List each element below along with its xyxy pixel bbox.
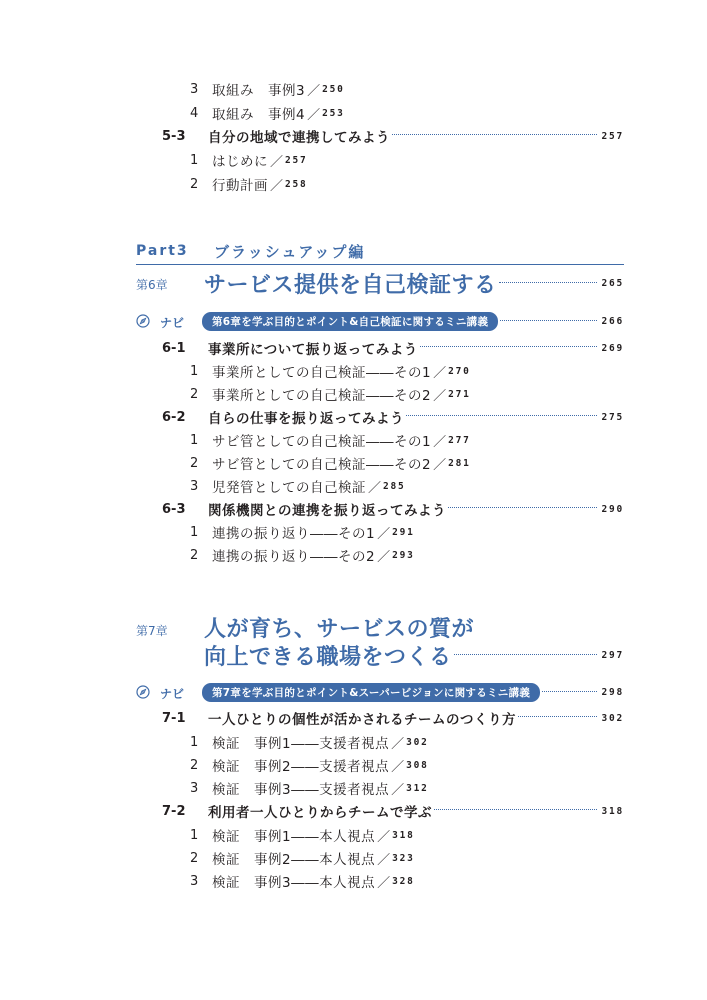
entry-title: 児発管としての自己検証: [212, 480, 366, 496]
slash: ／: [307, 83, 321, 99]
entry-title: 検証 事例3――本人視点: [212, 875, 376, 891]
section-page: 257: [601, 130, 624, 142]
entry-page: 258: [285, 178, 308, 190]
leader-dots: [420, 346, 598, 347]
section-number: 7-1: [162, 710, 186, 726]
chapter-title: 人が育ち、サービスの質が: [204, 617, 475, 642]
entry-page: 253: [322, 107, 345, 119]
leader-dots: [392, 134, 597, 135]
section-title: 関係機関との連携を振り返ってみよう: [208, 503, 446, 519]
entry-title: 行動計画: [212, 178, 268, 194]
section-title: 利用者一人ひとりからチームで学ぶ: [208, 805, 432, 821]
entry-page: 312: [406, 782, 429, 794]
entry-title: 検証 事例2――本人視点: [212, 852, 376, 868]
toc-entry[interactable]: [190, 361, 471, 381]
toc-section[interactable]: [162, 126, 624, 146]
toc-section[interactable]: [162, 708, 624, 728]
navi-pill: 第6章を学ぶ目的とポイント&自己検証に関するミニ講義: [202, 312, 498, 331]
section-page: 290: [601, 503, 624, 515]
section-number: 5-3: [162, 128, 186, 144]
slash: ／: [391, 782, 405, 798]
toc-entry[interactable]: [190, 732, 429, 752]
toc-section[interactable]: [162, 801, 624, 821]
slash: ／: [377, 549, 391, 565]
entry-page: 308: [406, 759, 429, 771]
leader-dots: [454, 654, 598, 655]
entry-page: 250: [322, 83, 345, 95]
toc-entry[interactable]: [190, 871, 415, 891]
entry-title: 検証 事例1――支援者視点: [212, 736, 390, 752]
toc-section[interactable]: [162, 338, 624, 358]
toc-entry[interactable]: [190, 755, 429, 775]
entry-number: 3: [190, 81, 199, 97]
navi-entry[interactable]: [202, 683, 624, 702]
slash: ／: [391, 736, 405, 752]
entry-number: 1: [190, 152, 199, 168]
chapter-heading[interactable]: [204, 268, 624, 299]
entry-title: 連携の振り返り――その2: [212, 549, 376, 565]
toc-entry[interactable]: [190, 778, 429, 798]
entry-title: サビ管としての自己検証――その1: [212, 434, 432, 450]
slash: ／: [391, 759, 405, 775]
entry-number: 1: [190, 734, 199, 750]
leader-dots: [518, 716, 597, 717]
toc-entry[interactable]: [190, 103, 345, 123]
toc-section[interactable]: [162, 407, 624, 427]
chapter-label: 第7章: [136, 624, 168, 638]
leader-dots: [434, 809, 597, 810]
part-header: [136, 238, 624, 265]
slash: ／: [377, 852, 391, 868]
toc-entry[interactable]: [190, 522, 415, 542]
section-title: 自らの仕事を振り返ってみよう: [208, 411, 404, 427]
slash: ／: [377, 526, 391, 542]
entry-title: 取組み 事例4: [212, 107, 306, 123]
toc-entry[interactable]: [190, 453, 471, 473]
part-title: ブラッシュアップ編: [214, 242, 366, 261]
section-title: 事業所について振り返ってみよう: [208, 342, 418, 358]
entry-title: 事業所としての自己検証――その1: [212, 365, 432, 381]
entry-page: 271: [448, 388, 471, 400]
section-page: 302: [601, 712, 624, 724]
entry-title: 取組み 事例3: [212, 83, 306, 99]
leader-dots: [499, 282, 598, 283]
entry-page: 323: [392, 852, 415, 864]
chapter-title-line-1: [204, 612, 474, 643]
toc-entry[interactable]: [190, 476, 406, 496]
section-number: 7-2: [162, 803, 186, 819]
entry-page: 293: [392, 549, 415, 561]
toc-entry[interactable]: [190, 430, 471, 450]
entry-title: 連携の振り返り――その1: [212, 526, 376, 542]
compass-icon: [136, 314, 150, 328]
toc-entry[interactable]: [190, 174, 308, 194]
toc-entry[interactable]: [190, 848, 415, 868]
slash: ／: [368, 480, 382, 496]
section-number: 6-3: [162, 501, 186, 517]
slash: ／: [270, 154, 284, 170]
leader-dots: [448, 507, 597, 508]
slash: ／: [433, 365, 447, 381]
entry-title: 検証 事例3――支援者視点: [212, 782, 390, 798]
entry-title: 事業所としての自己検証――その2: [212, 388, 432, 404]
toc-entry[interactable]: [190, 384, 471, 404]
chapter-page: 265: [601, 278, 624, 289]
slash: ／: [307, 107, 321, 123]
entry-page: 270: [448, 365, 471, 377]
entry-number: 2: [190, 850, 199, 866]
entry-number: 2: [190, 547, 199, 563]
toc-entry[interactable]: [190, 825, 415, 845]
entry-number: 4: [190, 105, 199, 121]
entry-number: 1: [190, 524, 199, 540]
leader-dots: [500, 320, 597, 321]
chapter-title: 向上できる職場をつくる: [204, 645, 452, 670]
slash: ／: [270, 178, 284, 194]
section-number: 6-2: [162, 409, 186, 425]
slash: ／: [433, 457, 447, 473]
toc-entry[interactable]: [190, 545, 415, 565]
section-page: 318: [601, 805, 624, 817]
entry-title: はじめに: [212, 154, 268, 170]
entry-title: サビ管としての自己検証――その2: [212, 457, 432, 473]
navi-entry[interactable]: [202, 312, 624, 331]
entry-page: 281: [448, 457, 471, 469]
entry-number: 2: [190, 455, 199, 471]
entry-number: 3: [190, 478, 199, 494]
entry-page: 291: [392, 526, 415, 538]
slash: ／: [377, 829, 391, 845]
chapter-title: サービス提供を自己検証する: [204, 273, 497, 298]
entry-number: 3: [190, 780, 199, 796]
entry-title: 検証 事例1――本人視点: [212, 829, 376, 845]
navi-pill: 第7章を学ぶ目的とポイント&スーパービジョンに関するミニ講義: [202, 683, 540, 702]
entry-number: 1: [190, 363, 199, 379]
entry-number: 2: [190, 757, 199, 773]
slash: ／: [433, 388, 447, 404]
leader-dots: [542, 691, 597, 692]
toc-entry[interactable]: [190, 79, 345, 99]
toc-entry[interactable]: [190, 150, 308, 170]
entry-page: 328: [392, 875, 415, 887]
entry-page: 302: [406, 736, 429, 748]
navi-page: 298: [601, 687, 624, 698]
section-page: 275: [601, 411, 624, 423]
entry-number: 2: [190, 176, 199, 192]
chapter-label: 第6章: [136, 278, 168, 292]
entry-page: 318: [392, 829, 415, 841]
toc-section[interactable]: [162, 499, 624, 519]
chapter-heading[interactable]: [204, 640, 624, 671]
entry-page: 285: [383, 480, 406, 492]
chapter-page: 297: [601, 650, 624, 661]
part-label: Part3: [136, 243, 189, 259]
entry-page: 277: [448, 434, 471, 446]
entry-number: 1: [190, 827, 199, 843]
navi-page: 266: [601, 316, 624, 327]
entry-number: 1: [190, 432, 199, 448]
entry-title: 検証 事例2――支援者視点: [212, 759, 390, 775]
section-title: 自分の地域で連携してみよう: [208, 130, 390, 146]
navi-label: ナビ: [160, 316, 185, 330]
entry-number: 3: [190, 873, 199, 889]
section-page: 269: [601, 342, 624, 354]
slash: ／: [377, 875, 391, 891]
section-title: 一人ひとりの個性が活かされるチームのつくり方: [208, 712, 516, 728]
compass-icon: [136, 685, 150, 699]
entry-number: 2: [190, 386, 199, 402]
leader-dots: [406, 415, 597, 416]
entry-page: 257: [285, 154, 308, 166]
section-number: 6-1: [162, 340, 186, 356]
navi-label: ナビ: [160, 687, 185, 701]
slash: ／: [433, 434, 447, 450]
